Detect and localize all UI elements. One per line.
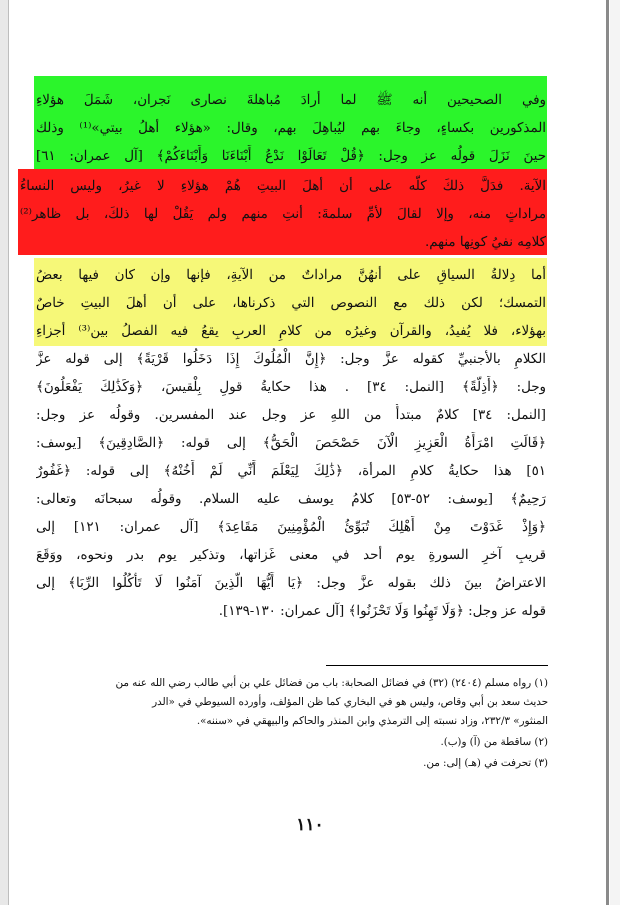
footnote-line: المنثور» ٢٣٢/٣، وزاد نسبته إلى الترمذي وابن المنذر والحاكم والبيهقي في «سننه».	[196, 715, 548, 727]
text-line: حينَ نَزَلَ قولُه عز وجل: ﴿قُلْ تَعَالَوْا نَدْعُ أَبْنَاءَنَا وَأَبْنَاءَكُمْ﴾ [آل عمران: ٦١]	[36, 149, 546, 164]
text-line: مراداتٍ منه، وإلا لقالَ لأمِّ سلمةَ: أنتِ منهم ولم يَقُلْ لها ذلكَ، بل ظاهر⁽²⁾	[20, 207, 546, 222]
text-line: قريبِ آخرِ السورةِ يوم أحد في معنى غَزاتها، وتذكير يوم بدر ونحوه، ووَقَعَ	[36, 548, 546, 563]
text-line: رَحِيمٌ﴾ [يوسف: ٥٢-٥٣] كلامُ يوسف عليه السلام. وقولُه سبحانَه وتعالى:	[36, 492, 546, 507]
text-line: أما دِلالةُ السياقِ على أنهُنَّ مراداتٌ من الآيةِ، فإنها وإن كان فيها بعضُ	[36, 268, 546, 283]
text-line: ﴿قَالَتِ امْرَأَةُ الْعَزِيزِ الْآنَ حَصْحَصَ الْحَقُّ﴾ إلى قوله: ﴿الصَّادِقِينَ﴾ [يوسف:	[36, 436, 546, 451]
text-line: ﴿وَإِذْ غَدَوْتَ مِنْ أَهْلِكَ تُبَوِّئُ الْمُؤْمِنِينَ مَقَاعِدَ﴾ [آل عمران: ١٢١] إلى	[36, 520, 546, 535]
footnote-line: حديث سعد بن أبي وقاص، وليس هو في البخاري كما ظن المؤلف، وأورده السيوطي في «الدر	[152, 696, 548, 708]
text-line: المذكورين بكساءٍ، وجاءَ بهم ليُباهِلَ بهم، وقال: «هؤلاء أهلُ بيتي»⁽¹⁾ وذلك	[36, 121, 546, 136]
text-line: [النمل: ٣٤] كلامٌ مبتدأٌ من اللهِ عز وجل عند المفسرين. وقولُه عز وجل:	[36, 408, 546, 423]
text-line: الاعتراضُ بينَ ذلك بقوله عزَّ وجل: ﴿يَا أَيُّهَا الَّذِينَ آمَنُوا لَا تَأْكُلُوا الرِّبَا﴾ إلى	[36, 576, 546, 591]
footnote-line: (٣) تحرفت في (هـ) إلى: من.	[423, 757, 548, 769]
right-page-margin	[610, 0, 620, 905]
text-line: التمسك؛ لكن ذلك مع النصوص التي ذكرناها، على أن أهلَ البيتِ خاصٌ	[36, 296, 546, 311]
page-number: ١١٠	[296, 815, 324, 835]
text-line: الآية. فدَلَّ ذلكَ كلُّه على أن أهلَ البيتِ هُمْ هؤلاءِ لا غيرُ، وليس النساءُ	[20, 179, 546, 194]
text-line: وفي الصحيحين أنه ﷺ لما أرادَ مُباهلةَ نصارى نَجران، شَمَلَ هؤلاءِ	[36, 93, 546, 108]
text-line: الكلامِ بالأجنبيِّ كقوله عزَّ وجل: ﴿إِنَّ الْمُلُوكَ إِذَا دَخَلُوا قَرْيَةً﴾ إلى قوله عزَّ	[36, 352, 546, 367]
footnote-line: (٢) ساقطة من (آ) و(ب).	[440, 736, 548, 748]
text-line: بهؤلاء، فلا يُفيدُ، والقرآن وغيرُه من كلامِ العربِ يقعُ فيه الفصلُ بين⁽³⁾ أجزاءِ	[36, 324, 546, 339]
text-line: كلامِه نفيُ كونِها منهم.	[425, 235, 546, 250]
footnote-line: (١) رواه مسلم (٢٤٠٤) (٣٢) في فضائل الصحابة: باب من فضائل علي بن أبي طالب رضي الله عنه من	[115, 677, 548, 689]
footnote-separator	[326, 665, 548, 666]
text-line: وجل: ﴿أَذِلَّةً﴾ [النمل: ٣٤] . هذا حكايةُ قولِ بِلْقيسَ، ﴿وَكَذَٰلِكَ يَفْعَلُونَ﴾	[36, 380, 546, 395]
right-page-edge	[606, 0, 609, 905]
text-line: ٥١] هذا حكايةُ كلامِ المرأة، ﴿ذَٰلِكَ لِيَعْلَمَ أَنِّي لَمْ أَخُنْهُ﴾ إلى قوله: ﴿غَفُورٌ	[36, 464, 546, 479]
left-page-edge	[0, 0, 9, 905]
text-line: قوله عز وجل: ﴿وَلَا تَهِنُوا وَلَا تَحْزَنُوا﴾ [آل عمران: ١٣٠-١٣٩].	[218, 604, 546, 619]
